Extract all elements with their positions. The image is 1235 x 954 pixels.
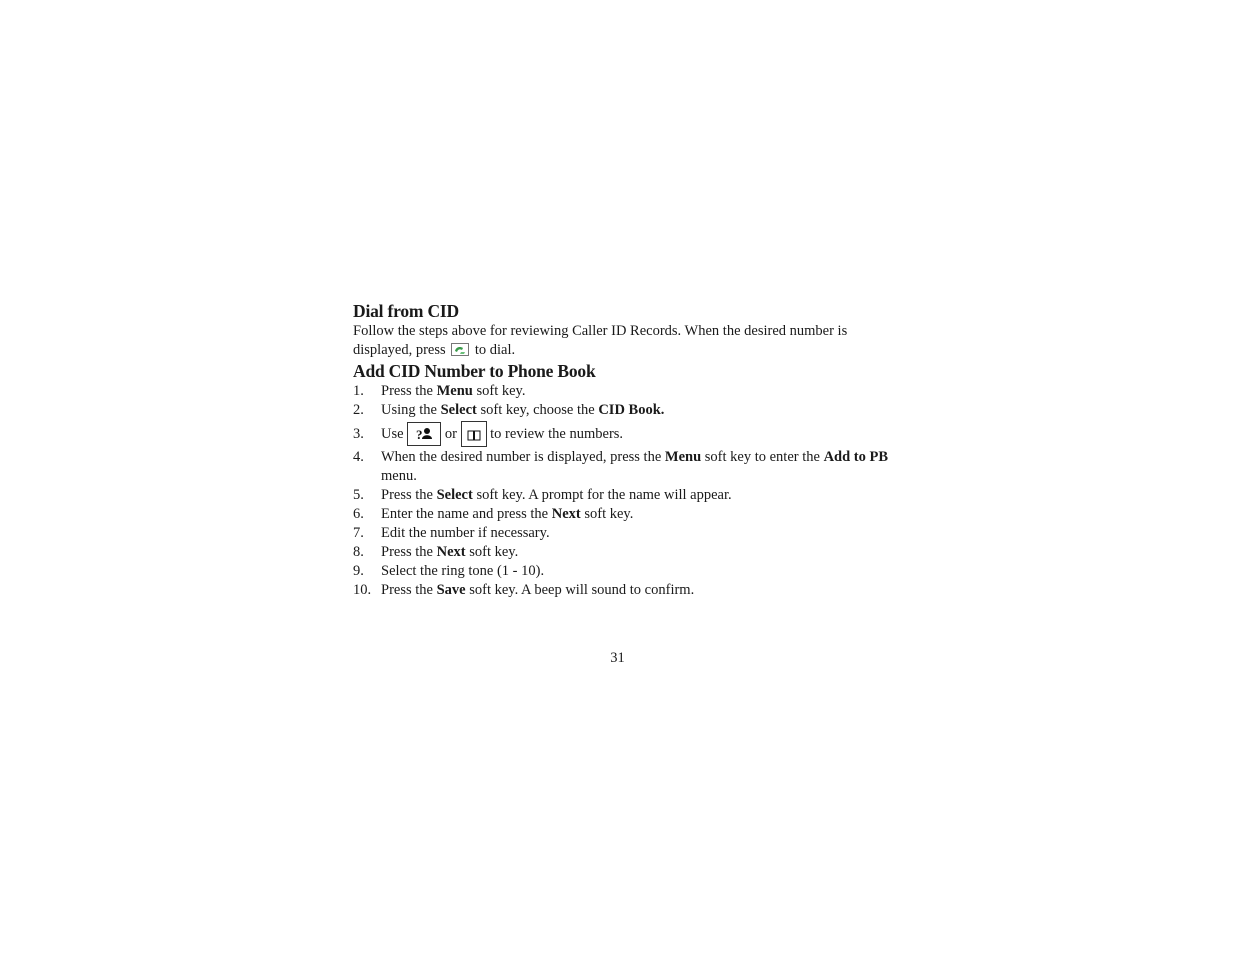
step-number: 3.	[353, 426, 364, 442]
dial-text-after: to dial.	[474, 342, 516, 358]
step-text: Enter the name and press the	[381, 505, 552, 522]
dial-from-cid-heading: Dial from CID	[353, 301, 459, 321]
phone-book-key-icon	[461, 421, 487, 447]
step-number: 10.	[353, 581, 372, 598]
list-item	[353, 401, 893, 420]
menu-option-label: Add to PB	[823, 448, 889, 465]
step-number: 1.	[353, 383, 364, 399]
step-number: 5.	[353, 486, 364, 503]
step-text: soft key. A beep will sound to confirm.	[465, 581, 695, 598]
step-text: soft key to enter the	[701, 448, 824, 465]
step-text: menu.	[381, 467, 417, 484]
step-text: soft key.	[465, 543, 519, 560]
step-text: soft key, choose the	[476, 402, 599, 418]
list-item	[353, 448, 893, 486]
step-text: Press the	[381, 486, 437, 503]
step-text: Use	[381, 426, 404, 442]
soft-key-label: Next	[551, 505, 581, 522]
soft-key-label: Select	[440, 402, 477, 418]
dial-from-cid-text	[353, 322, 893, 360]
step-text: soft key.	[580, 505, 634, 522]
list-item	[353, 505, 893, 524]
step-text: soft key. A prompt for the name will appear.	[472, 486, 732, 503]
step-text: to review the numbers.	[490, 426, 624, 442]
menu-option-label: CID Book.	[598, 402, 665, 418]
soft-key-label: Save	[436, 581, 466, 598]
soft-key-label: Select	[436, 486, 473, 503]
step-text: soft key.	[472, 383, 526, 399]
step-number: 6.	[353, 505, 364, 522]
list-item	[353, 486, 893, 505]
soft-key-label: Menu	[436, 383, 473, 399]
step-text: Press the	[381, 383, 437, 399]
soft-key-label: Menu	[664, 448, 702, 465]
step-text: Edit the number if necessary.	[381, 524, 550, 541]
dial-text-before: Follow the steps above for reviewing Caller ID Records. When the desired number is displayed, press	[353, 323, 848, 358]
step-text: Press the	[381, 581, 437, 598]
step-text: Select the ring tone (1 - 10).	[381, 562, 545, 579]
caller-id-key-icon	[407, 422, 441, 446]
page-number: 31	[610, 650, 625, 666]
list-item	[353, 421, 893, 448]
list-item	[353, 543, 893, 562]
step-text: When the desired number is displayed, press the	[381, 448, 665, 465]
list-item	[353, 562, 893, 581]
step-number: 9.	[353, 562, 364, 579]
manual-page-content	[353, 300, 893, 600]
list-item	[353, 581, 893, 600]
add-cid-steps	[353, 382, 893, 600]
step-text: or	[444, 426, 457, 442]
step-number: 7.	[353, 524, 364, 541]
phone-talk-icon	[451, 343, 469, 356]
step-text: Using the	[381, 402, 441, 418]
add-cid-heading: Add CID Number to Phone Book	[353, 361, 596, 381]
soft-key-label: Next	[436, 543, 466, 560]
svg-text:?: ?	[416, 426, 423, 442]
step-number: 8.	[353, 543, 364, 560]
step-number: 4.	[353, 448, 364, 465]
step-text: Press the	[381, 543, 437, 560]
list-item	[353, 382, 893, 401]
step-number: 2.	[353, 402, 364, 418]
list-item	[353, 524, 893, 543]
